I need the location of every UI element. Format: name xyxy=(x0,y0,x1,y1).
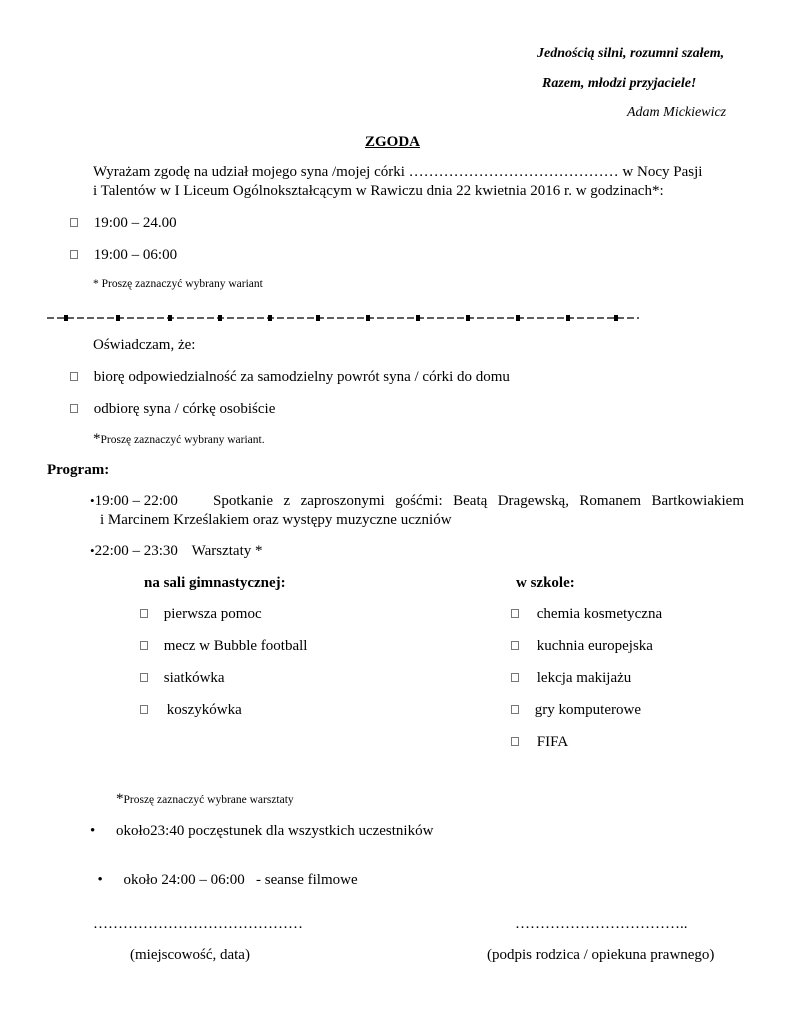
consent-text-part2: w Nocy Pasji xyxy=(622,164,703,180)
cut-line-divider xyxy=(47,313,639,323)
place-date-caption: (miejscowość, data) xyxy=(130,947,250,963)
checkbox-gym-4[interactable] xyxy=(140,705,148,714)
program-item-2-time: 22:00 – 23:30 xyxy=(94,543,178,559)
school-item-2 xyxy=(511,638,653,655)
checkbox-hours-2[interactable] xyxy=(70,250,78,259)
declaration-option-2 xyxy=(70,401,275,418)
checkbox-pickup[interactable] xyxy=(70,404,78,413)
workshop-note-text: Proszę zaznaczyć wybrane warsztaty xyxy=(123,794,294,806)
child-name-blank[interactable]: …………………………………… xyxy=(408,164,619,180)
school-item-4 xyxy=(511,702,641,719)
place-date-blank[interactable]: …………………………………… xyxy=(93,916,303,932)
hours-option-2 xyxy=(70,247,177,264)
school-heading: w szkole: xyxy=(516,575,575,591)
checkbox-gym-1[interactable] xyxy=(140,609,148,618)
school-item-3 xyxy=(511,670,631,687)
school-item-1-label: chemia kosmetyczna xyxy=(536,606,663,622)
parent-signature-blank[interactable]: …………………………….. xyxy=(515,916,688,932)
checkbox-hours-1[interactable] xyxy=(70,218,78,227)
gym-item-4 xyxy=(140,702,242,719)
program-item-4 xyxy=(90,855,358,889)
workshop-note-star: * xyxy=(116,791,124,807)
program-item-1 xyxy=(90,493,178,510)
hours-option-1-label: 19:00 – 24.00 xyxy=(93,215,177,231)
hours-note: * Proszę zaznaczyć wybrany wariant xyxy=(93,278,263,290)
bullet-icon: • xyxy=(90,823,96,839)
checkbox-return-alone[interactable] xyxy=(70,372,78,381)
gym-item-3-label: siatkówka xyxy=(163,670,225,686)
checkbox-school-2[interactable] xyxy=(511,641,519,650)
declaration-option-1-label: biorę odpowiedzialność za samodzielny powrót syna / córki do domu xyxy=(93,369,510,385)
declaration-note-star: * xyxy=(93,431,101,447)
checkbox-gym-2[interactable] xyxy=(140,641,148,650)
page-title: ZGODA xyxy=(365,134,421,150)
program-item-2 xyxy=(90,543,263,560)
declaration-heading: Oświadczam, że: xyxy=(93,337,196,353)
checkbox-school-5[interactable] xyxy=(511,737,519,746)
checkbox-school-4[interactable] xyxy=(511,705,519,714)
school-item-5 xyxy=(511,734,568,751)
gym-item-2 xyxy=(140,638,307,655)
parent-signature-caption: (podpis rodzica / opiekuna prawnego) xyxy=(487,947,715,963)
gym-heading: na sali gimnastycznej: xyxy=(144,575,286,591)
gym-item-1-label: pierwsza pomoc xyxy=(163,606,262,622)
school-item-1 xyxy=(511,606,662,623)
declaration-note-text: Proszę zaznaczyć wybrany wariant. xyxy=(100,434,265,446)
school-item-4-label: gry komputerowe xyxy=(534,702,641,718)
program-item-3 xyxy=(90,823,433,840)
declaration-option-2-label: odbiorę syna / córkę osobiście xyxy=(93,401,276,417)
epigraph-line-2: Razem, młodzi przyjaciele! xyxy=(542,76,697,91)
program-item-3-text: około23:40 poczęstunek dla wszystkich uczestników xyxy=(116,823,434,839)
program-item-4-text: około 24:00 – 06:00 - seanse filmowe xyxy=(123,872,358,888)
program-item-1-time: 19:00 – 22:00 xyxy=(94,493,178,509)
workshop-note xyxy=(116,790,294,808)
epigraph-line-1: Jednością silni, rozumni szałem, xyxy=(537,46,725,61)
program-item-1-text-2: i Marcinem Krześlakiem oraz występy muzyczne uczniów xyxy=(100,512,452,528)
checkbox-school-3[interactable] xyxy=(511,673,519,682)
program-item-2-text: Warsztaty * xyxy=(191,543,263,559)
declaration-option-1 xyxy=(70,369,510,386)
gym-item-3 xyxy=(140,670,225,687)
hours-option-2-label: 19:00 – 06:00 xyxy=(93,247,178,263)
consent-text-line2: i Talentów w I Liceum Ogólnokształcącym w Rawiczu dnia 22 kwietnia 2016 r. w godzinach*: xyxy=(93,183,664,199)
checkbox-school-1[interactable] xyxy=(511,609,519,618)
program-item-1-text: Spotkanie z zaproszonymi gośćmi: Beatą Dragewską, Romanem Bartkowiakiem xyxy=(213,493,744,509)
program-heading: Program: xyxy=(47,462,110,478)
bullet-icon: • xyxy=(90,543,95,558)
hours-option-1 xyxy=(70,215,177,232)
consent-text-part1: Wyrażam zgodę na udział mojego syna /mojej córki xyxy=(93,164,405,180)
school-item-3-label: lekcja makijażu xyxy=(536,670,632,686)
gym-item-2-label: mecz w Bubble football xyxy=(163,638,308,654)
bullet-icon: • xyxy=(97,872,103,888)
school-item-2-label: kuchnia europejska xyxy=(536,638,653,654)
gym-item-1 xyxy=(140,606,262,623)
gym-item-4-label: koszykówka xyxy=(166,702,242,718)
epigraph-author: Adam Mickiewicz xyxy=(627,105,727,120)
bullet-icon: • xyxy=(90,493,95,508)
school-item-5-label: FIFA xyxy=(536,734,569,750)
checkbox-gym-3[interactable] xyxy=(140,673,148,682)
consent-paragraph xyxy=(93,163,744,201)
declaration-note xyxy=(93,430,265,448)
